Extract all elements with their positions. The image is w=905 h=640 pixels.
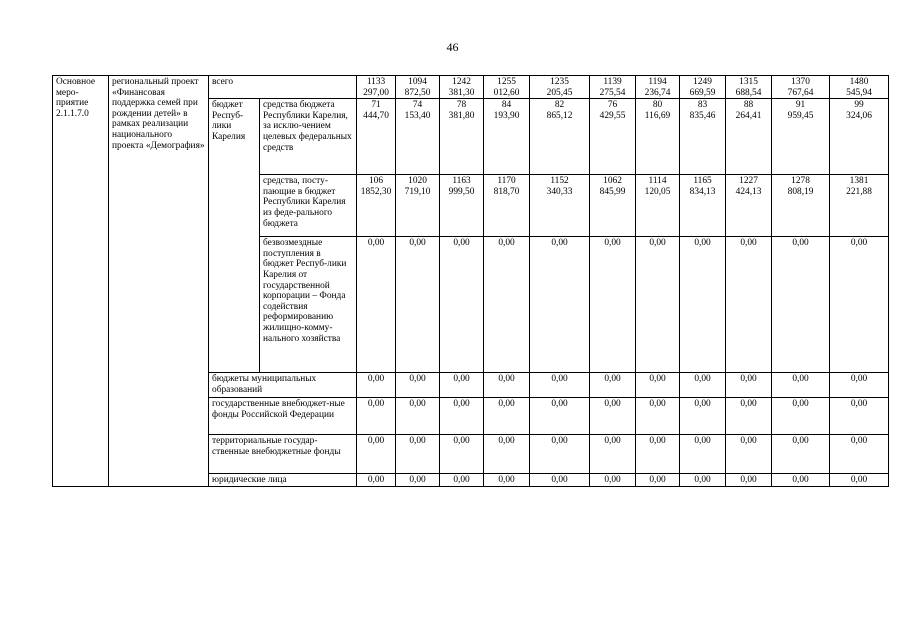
value-cell: 74 153,40 [396, 99, 440, 175]
value-cell: 0,00 [830, 398, 889, 435]
value-cell: 1163 999,50 [440, 175, 484, 237]
value-cell: 0,00 [680, 474, 726, 487]
value-cell: 0,00 [636, 237, 680, 373]
value-cell: 0,00 [830, 237, 889, 373]
row-label: бюджеты муниципальных образований [209, 373, 357, 398]
value-cell: 1094 872,50 [396, 76, 440, 99]
value-cell: 0,00 [726, 237, 772, 373]
value-cell: 0,00 [484, 435, 530, 474]
value-cell: 82 865,12 [530, 99, 590, 175]
value-cell: 0,00 [440, 474, 484, 487]
value-cell: 0,00 [590, 237, 636, 373]
value-cell: 0,00 [772, 474, 830, 487]
value-cell: 1370 767,64 [772, 76, 830, 99]
value-cell: 0,00 [772, 237, 830, 373]
row-label: средства бюджета Республики Карелия, за исклю-чением целевых федеральных средств [260, 99, 357, 175]
value-cell: 1170 818,70 [484, 175, 530, 237]
value-cell: 0,00 [590, 435, 636, 474]
value-cell: 1480 545,94 [830, 76, 889, 99]
value-cell: 0,00 [726, 435, 772, 474]
value-cell: 106 1852,30 [357, 175, 396, 237]
value-cell: 0,00 [530, 435, 590, 474]
value-cell: 0,00 [772, 398, 830, 435]
value-cell: 0,00 [636, 373, 680, 398]
value-cell: 0,00 [772, 373, 830, 398]
value-cell: 0,00 [636, 398, 680, 435]
value-cell: 88 264,41 [726, 99, 772, 175]
value-cell: 80 116,69 [636, 99, 680, 175]
value-cell: 1020 719,10 [396, 175, 440, 237]
value-cell: 91 959,45 [772, 99, 830, 175]
value-cell: 1139 275,54 [590, 76, 636, 99]
value-cell: 0,00 [636, 435, 680, 474]
value-cell: 1062 845,99 [590, 175, 636, 237]
value-cell: 0,00 [830, 474, 889, 487]
value-cell: 0,00 [530, 398, 590, 435]
value-cell: 0,00 [680, 373, 726, 398]
value-cell: 0,00 [590, 474, 636, 487]
republic-budget-label-cell: бюджет Респуб-лики Карелия [209, 99, 260, 373]
value-cell: 0,00 [484, 237, 530, 373]
value-cell: 0,00 [484, 398, 530, 435]
value-cell: 1242 381,30 [440, 76, 484, 99]
value-cell: 0,00 [636, 474, 680, 487]
value-cell: 1381 221,88 [830, 175, 889, 237]
row-label: государственные внебюджет-ные фонды Российской Федерации [209, 398, 357, 435]
value-cell: 84 193,90 [484, 99, 530, 175]
value-cell: 0,00 [830, 435, 889, 474]
value-cell: 0,00 [396, 435, 440, 474]
row-label: всего [209, 76, 357, 99]
value-cell: 0,00 [830, 373, 889, 398]
row-label: территориальные государ-ственные внебюджетные фонды [209, 435, 357, 474]
value-cell: 0,00 [357, 474, 396, 487]
value-cell: 0,00 [484, 373, 530, 398]
value-cell: 0,00 [680, 398, 726, 435]
value-cell: 0,00 [396, 398, 440, 435]
value-cell: 1133 297,00 [357, 76, 396, 99]
value-cell: 0,00 [440, 398, 484, 435]
value-cell: 1194 236,74 [636, 76, 680, 99]
value-cell: 1249 669,59 [680, 76, 726, 99]
funding-table [52, 75, 889, 487]
value-cell: 0,00 [726, 474, 772, 487]
value-cell: 0,00 [726, 373, 772, 398]
value-cell: 0,00 [590, 373, 636, 398]
value-cell: 1165 834,13 [680, 175, 726, 237]
value-cell: 76 429,55 [590, 99, 636, 175]
value-cell: 0,00 [772, 435, 830, 474]
row-label: юридические лица [209, 474, 357, 487]
value-cell: 1227 424,13 [726, 175, 772, 237]
value-cell: 0,00 [680, 237, 726, 373]
value-cell: 0,00 [530, 373, 590, 398]
row-label: средства, посту-пающие в бюджет Республики Карелия из феде-рального бюджета [260, 175, 357, 237]
value-cell: 0,00 [530, 237, 590, 373]
row-label: безвозмездные поступления в бюджет Респуб-лики Карелия от государственной корпорации – Фонда содействия реформированию жилищно-комму-нального хозяйства [260, 237, 357, 373]
value-cell: 1255 012,60 [484, 76, 530, 99]
value-cell: 0,00 [396, 373, 440, 398]
value-cell: 0,00 [357, 237, 396, 373]
value-cell: 1114 120,05 [636, 175, 680, 237]
value-cell: 1235 205,45 [530, 76, 590, 99]
value-cell: 0,00 [357, 435, 396, 474]
value-cell: 0,00 [484, 474, 530, 487]
value-cell: 71 444,70 [357, 99, 396, 175]
value-cell: 0,00 [726, 398, 772, 435]
value-cell: 0,00 [357, 373, 396, 398]
value-cell: 0,00 [357, 398, 396, 435]
activity-name-cell: Основное меро-приятие 2.1.1.7.0 [53, 76, 109, 487]
value-cell: 1278 808,19 [772, 175, 830, 237]
value-cell: 0,00 [396, 474, 440, 487]
value-cell: 0,00 [396, 237, 440, 373]
value-cell: 0,00 [530, 474, 590, 487]
value-cell: 0,00 [680, 435, 726, 474]
value-cell: 99 324,06 [830, 99, 889, 175]
value-cell: 83 835,46 [680, 99, 726, 175]
value-cell: 1152 340,33 [530, 175, 590, 237]
activity-description-cell: региональный проект «Финансовая поддержка семей при рождении детей» в рамках реализации национального проекта «Демография» [109, 76, 209, 487]
value-cell: 0,00 [440, 435, 484, 474]
table-row-total [53, 76, 889, 99]
value-cell: 0,00 [440, 373, 484, 398]
page-number: 46 [446, 40, 459, 54]
value-cell: 1315 688,54 [726, 76, 772, 99]
value-cell: 78 381,80 [440, 99, 484, 175]
value-cell: 0,00 [590, 398, 636, 435]
value-cell: 0,00 [440, 237, 484, 373]
